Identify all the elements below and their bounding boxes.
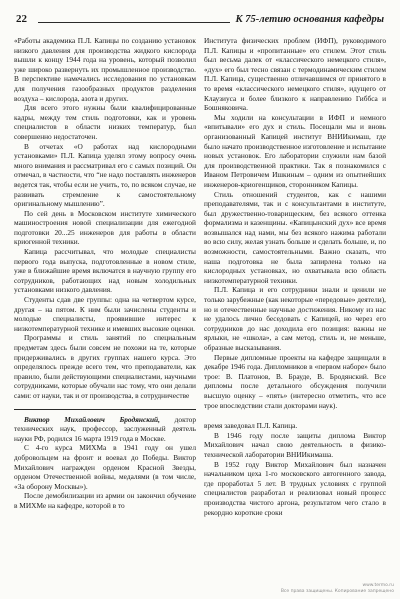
paragraph: С 4-го курса МИХМа в 1941 году он ушел добровольцем на фронт и воевал до Победы. Виктор Михайлович награжден орденом Красной Звезды, орденом Отечественной войны, медалями (в том числе, «За оборону Москвы»). bbox=[14, 443, 196, 491]
left-column bbox=[14, 36, 196, 599]
paragraph: Стиль отношений студентов, как с нашими преподавателями, так и с консультантами в институте, был дружественно-товарищеским, без всякого оттенка формализма и казенщины. «Капицынский дух» все время возвышался над нами, мы без всякого нажима работали во всю силу, желая узнать больше и сделать больше, и, по возможности, самостоятельными. Важно сказать, что наша подготовка не была запирлена только на кислородных установках, но охватывала всю область низкотемпературной техники. bbox=[204, 189, 386, 285]
paragraph: Студенты сдав две группы: одна на четвертом курсе, другая – на пятом. К ним были зачислены студенты и молодые специалисты, проявившие интерес к низкотемпературной технике и имевших высокие оценки. bbox=[14, 295, 196, 333]
paragraph: По сей день в Московском институте химического машиностроения новой специализации для ежегодной подготовки 20...25 инженеров для работы в области криогенной техники. bbox=[14, 208, 196, 247]
biography-intro bbox=[14, 415, 196, 444]
page-number: 22 bbox=[16, 13, 27, 25]
page-header bbox=[16, 8, 384, 30]
paragraph: Для всего этого нужны были квалифицированные кадры, между тем стиль подготовки, как и уровень специалистов в области низких температур, был совершенно недостаточен. bbox=[14, 103, 196, 141]
paragraph: Первые дипломные проекты на кафедре защищали в декабре 1946 года. Дипломников в «первом наборе» было трое: В. Платонов, В. Брауде, В. Бродянский. Все дипломы после детального обсуждения получили высшую оценку – «пять» (интересно отметить, что все трое впоследствии стали докторами наук). bbox=[204, 352, 386, 410]
biography-text: доктор технических наук, профессор, заслуженный деятель науки РФ, родился 16 марта 1919 года в Москве. bbox=[14, 414, 196, 443]
paragraph: Института физических проблем (ИФП), руководимого П.Л. Капицы и «пропитанные» его стилем. Этот стиль был весьма далек от «классического немецкого стиля», «дух» его был тесно связан с термодинамическим стилем П.Л. Капица, существенно отличавшимся от принятого в то время «классического немецкого стиля», идущего от Клаузиуса и более близкого к направлению Гиббса и Бошняковича. bbox=[204, 36, 386, 113]
paragraph: Капица рассчитывал, что молодые специалисты первого года выпуска, подготовленные в новом стиле, уже в ближайшие время включатся в научную группу его сотрудников, работающих над новым холодильных установками низкого давления. bbox=[14, 247, 196, 295]
paragraph: «Работы академика П.Л. Капицы по созданию установок низкого давления для производства жидкого кислорода вышли к концу 1944 года на уровень, который позволил уже широко развернуть их промышленное производство. В перспективе намечались исследования по установкам для получения газообразных продуктов разделения воздуха – кислорода, азота и других. bbox=[14, 36, 196, 103]
watermark-line: Все права защищены. Копирование запрещено bbox=[280, 589, 394, 594]
section-gap bbox=[204, 416, 386, 417]
paragraph: Программы и стиль занятий по специальным предметам здесь были совсем не похожи на те, которые придерживались в других группах нашего курса. Это определялось прежде всего тем, что преподаватели, как правило, были действующими специалистами, научными сотрудниками, которые обучали нас тому, что они делали сами: от науки, так и от производства, в сотрудничестве bbox=[14, 333, 196, 400]
paragraph: время заведовал П.Л. Капица. bbox=[204, 421, 298, 431]
paragraph: В 1946 году после защиты диплома Виктор Михайлович начал свою деятельность в физико-технической лаборатории ВНИИкимаша. bbox=[204, 430, 386, 459]
header-rule bbox=[38, 22, 230, 23]
right-column bbox=[204, 36, 386, 599]
paragraph: В отчетах «О работах над кислородными установками» П.Л. Капица уделял этому вопросу очень много внимания и рассматривал его с самых позиций. Он отмечал, в частности, что “не надо поставлять инженеров ведется так, чтобы если не учить, то, по всяком случае, не развивать стремление к самостоятельному оригинальному мышлению”. bbox=[14, 141, 196, 209]
running-title: К 75-летию основания кафедры bbox=[235, 13, 384, 25]
watermark bbox=[281, 583, 394, 595]
paragraph: В 1952 году Виктор Михайлович был назначен начальником цеха 1-го московского автогенного завода, где проработал 5 лет. В трудных условиях с группой специалистов разработал и реализовал новый процесс производства чистого аргона, результатом чего стало в рекордно короткие сроки bbox=[204, 459, 386, 517]
biography-name: Виктор Михайлович Бродянский, bbox=[24, 414, 160, 424]
section-divider bbox=[14, 409, 196, 410]
paragraph: П.Л. Капица и его сотрудники знали и ценили не только зарубежные (как некоторые «передовые» деятели), но и отечественные научные достижения. Никому из нас не удалось лично беседовать с Капицей, но через его сотрудников до нас доходила его позиция: важны не ярлыки, не «школа», а сам метод, стиль и, не меньше, образные высказывания. bbox=[204, 285, 386, 352]
paragraph: После демобилизации из армии он закончил обучение в МИХМе на кафедре, которой в то bbox=[14, 491, 196, 510]
text-columns bbox=[14, 36, 386, 599]
watermark-line: www.termo.ru bbox=[362, 583, 394, 588]
paragraph: Мы ходили на консультации в ИФП и немного «впитывали» его дух и стиль. Посещали мы и вновь организованный Капицей институт ВНИИкимаш, где было начато производственное изготовление и испытание новых установок. Его лаборатории служили нам базой для производственной практики. Так я познакомился с Иваном Петровичем Ишкиным – одним из опытнейших инженеров-криогенщиков, сторонником Капицы. bbox=[204, 112, 386, 189]
